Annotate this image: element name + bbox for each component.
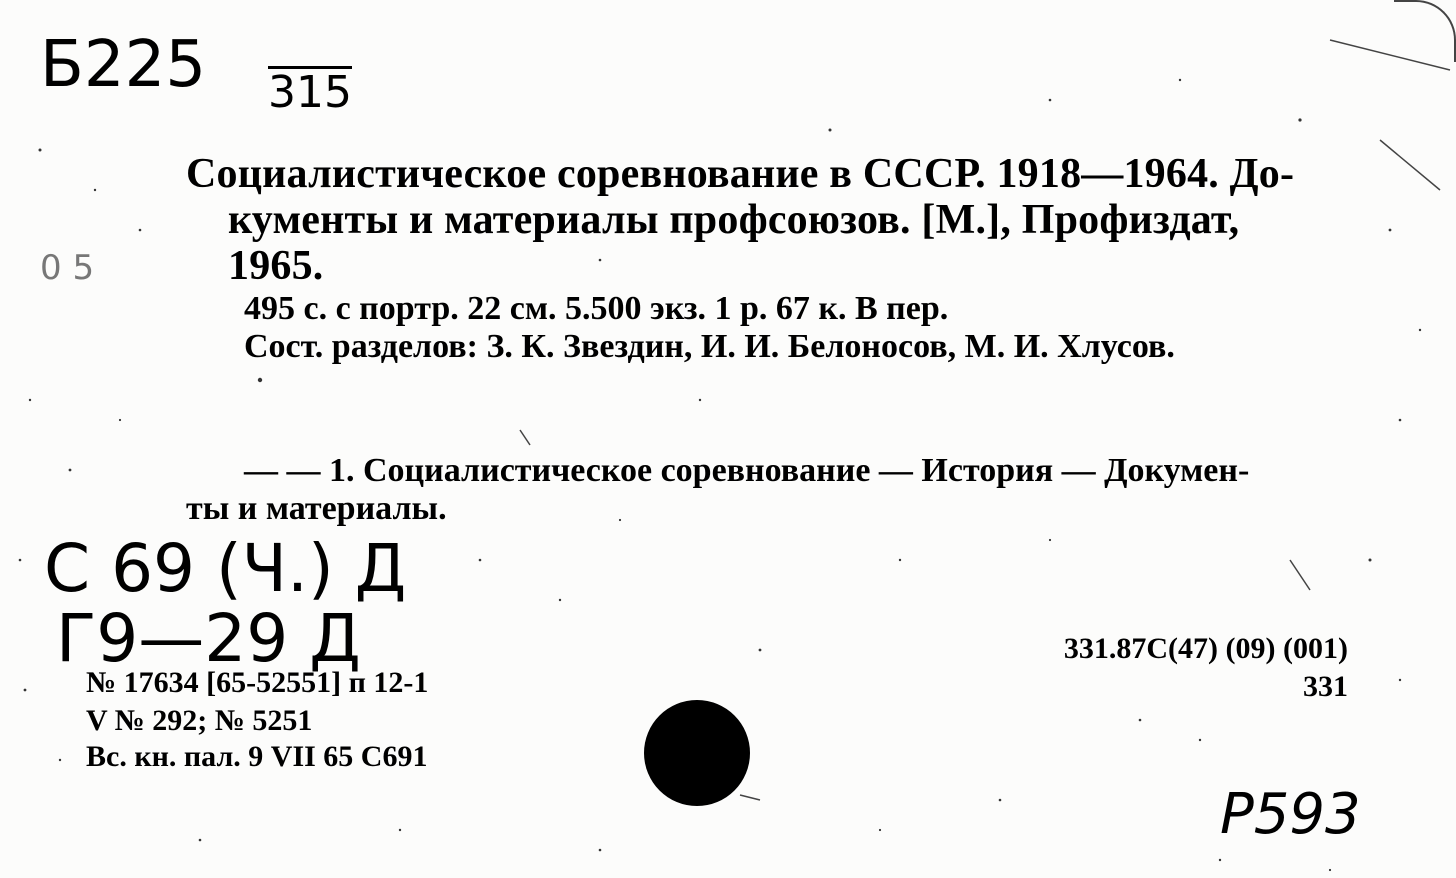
registry-line-1: № 17634 [65-52551] п 12-1 bbox=[86, 666, 429, 699]
subject-line-2: ты и материалы. bbox=[186, 490, 447, 527]
short-classification: 331 bbox=[1303, 670, 1348, 703]
udc-classification: 331.87С(47) (09) (001) bbox=[1063, 632, 1348, 665]
subject-line-1: — — 1. Социалистическое соревнование — История — Докумен- bbox=[244, 452, 1250, 489]
registry-line-2: V № 292; № 5251 bbox=[86, 704, 313, 737]
compilers-line: Сост. разделов: З. К. Звездин, И. И. Белоносов, М. И. Хлусов. bbox=[244, 328, 1175, 365]
title-line-3: 1965. bbox=[228, 243, 324, 289]
punch-hole bbox=[644, 700, 750, 806]
handwritten-class-2: Г9—29 Д bbox=[56, 600, 361, 677]
handwritten-shelf-mark: Р593 bbox=[1220, 782, 1361, 847]
title-line-2: кументы и материалы профсоюзов. [М.], Профиздат, bbox=[228, 197, 1240, 243]
handwritten-side-mark: 0 5 bbox=[40, 248, 95, 288]
registry-line-3: Вс. кн. пал. 9 VII 65 С691 bbox=[86, 740, 428, 773]
collation-line: 495 с. с портр. 22 см. 5.500 экз. 1 р. 67 к. В пер. bbox=[244, 290, 949, 327]
title-line-1: Социалистическое соревнование в СССР. 1918—1964. До- bbox=[186, 151, 1295, 197]
handwritten-fraction: 315 bbox=[268, 67, 352, 118]
handwritten-class-1: С 69 (Ч.) Д bbox=[44, 530, 407, 607]
handwritten-code: Б225 bbox=[40, 28, 207, 102]
